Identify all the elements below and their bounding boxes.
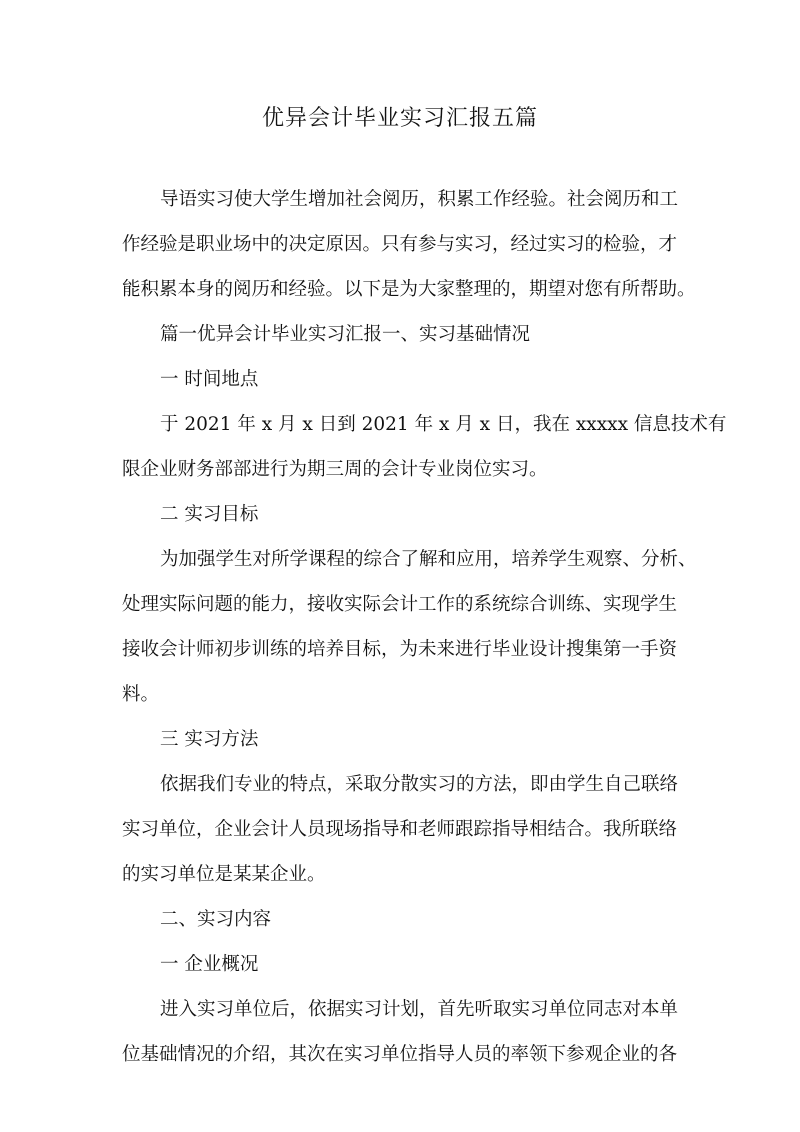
subheading-company: 一 企业概况 bbox=[160, 954, 259, 975]
intro-line-2: 作经验是职业场中的决定原因。只有参与实习，经过实习的检验，才 bbox=[122, 234, 678, 255]
intro-line-1: 导语实习使大学生增加社会阅历，积累工作经验。社会阅历和工 bbox=[160, 189, 679, 210]
paragraph-line: 处理实际问题的能力，接收实际会计工作的系统综合训练、实现学生 bbox=[122, 594, 678, 615]
section-heading-content: 二、实习内容 bbox=[160, 909, 272, 930]
subheading-time-place: 一 时间地点 bbox=[160, 369, 259, 390]
paragraph-line: 接收会计师初步训练的培养目标，为未来进行毕业设计搜集第一手资 bbox=[122, 639, 678, 660]
paragraph-line: 为加强学生对所学课程的综合了解和应用，培养学生观察、分析、 bbox=[160, 549, 697, 570]
section-heading-part1: 篇一优异会计毕业实习汇报一、实习基础情况 bbox=[160, 324, 531, 345]
paragraph-line: 限企业财务部部进行为期三周的会计专业岗位实习。 bbox=[122, 459, 548, 480]
paragraph-line: 于 2021 年 x 月 x 日到 2021 年 x 月 x 日，我在 xxxxx 信息技术有 bbox=[160, 414, 727, 435]
subheading-method: 三 实习方法 bbox=[160, 729, 259, 750]
subheading-goal: 二 实习目标 bbox=[160, 504, 259, 525]
paragraph-line: 的实习单位是某某企业。 bbox=[122, 864, 326, 885]
paragraph-line: 实习单位，企业会计人员现场指导和老师跟踪指导相结合。我所联络 bbox=[122, 819, 678, 840]
document-title: 优异会计毕业实习汇报五篇 bbox=[261, 106, 538, 131]
paragraph-line: 位基础情况的介绍，其次在实习单位指导人员的率领下参观企业的各 bbox=[122, 1044, 678, 1065]
intro-line-3: 能积累本身的阅历和经验。以下是为大家整理的，期望对您有所帮助。 bbox=[122, 279, 696, 300]
paragraph-line: 料。 bbox=[122, 684, 160, 705]
paragraph-line: 依据我们专业的特点，采取分散实习的方法，即由学生自己联络 bbox=[160, 774, 679, 795]
paragraph-line: 进入实习单位后，依据实习计划，首先听取实习单位同志对本单 bbox=[160, 999, 679, 1020]
